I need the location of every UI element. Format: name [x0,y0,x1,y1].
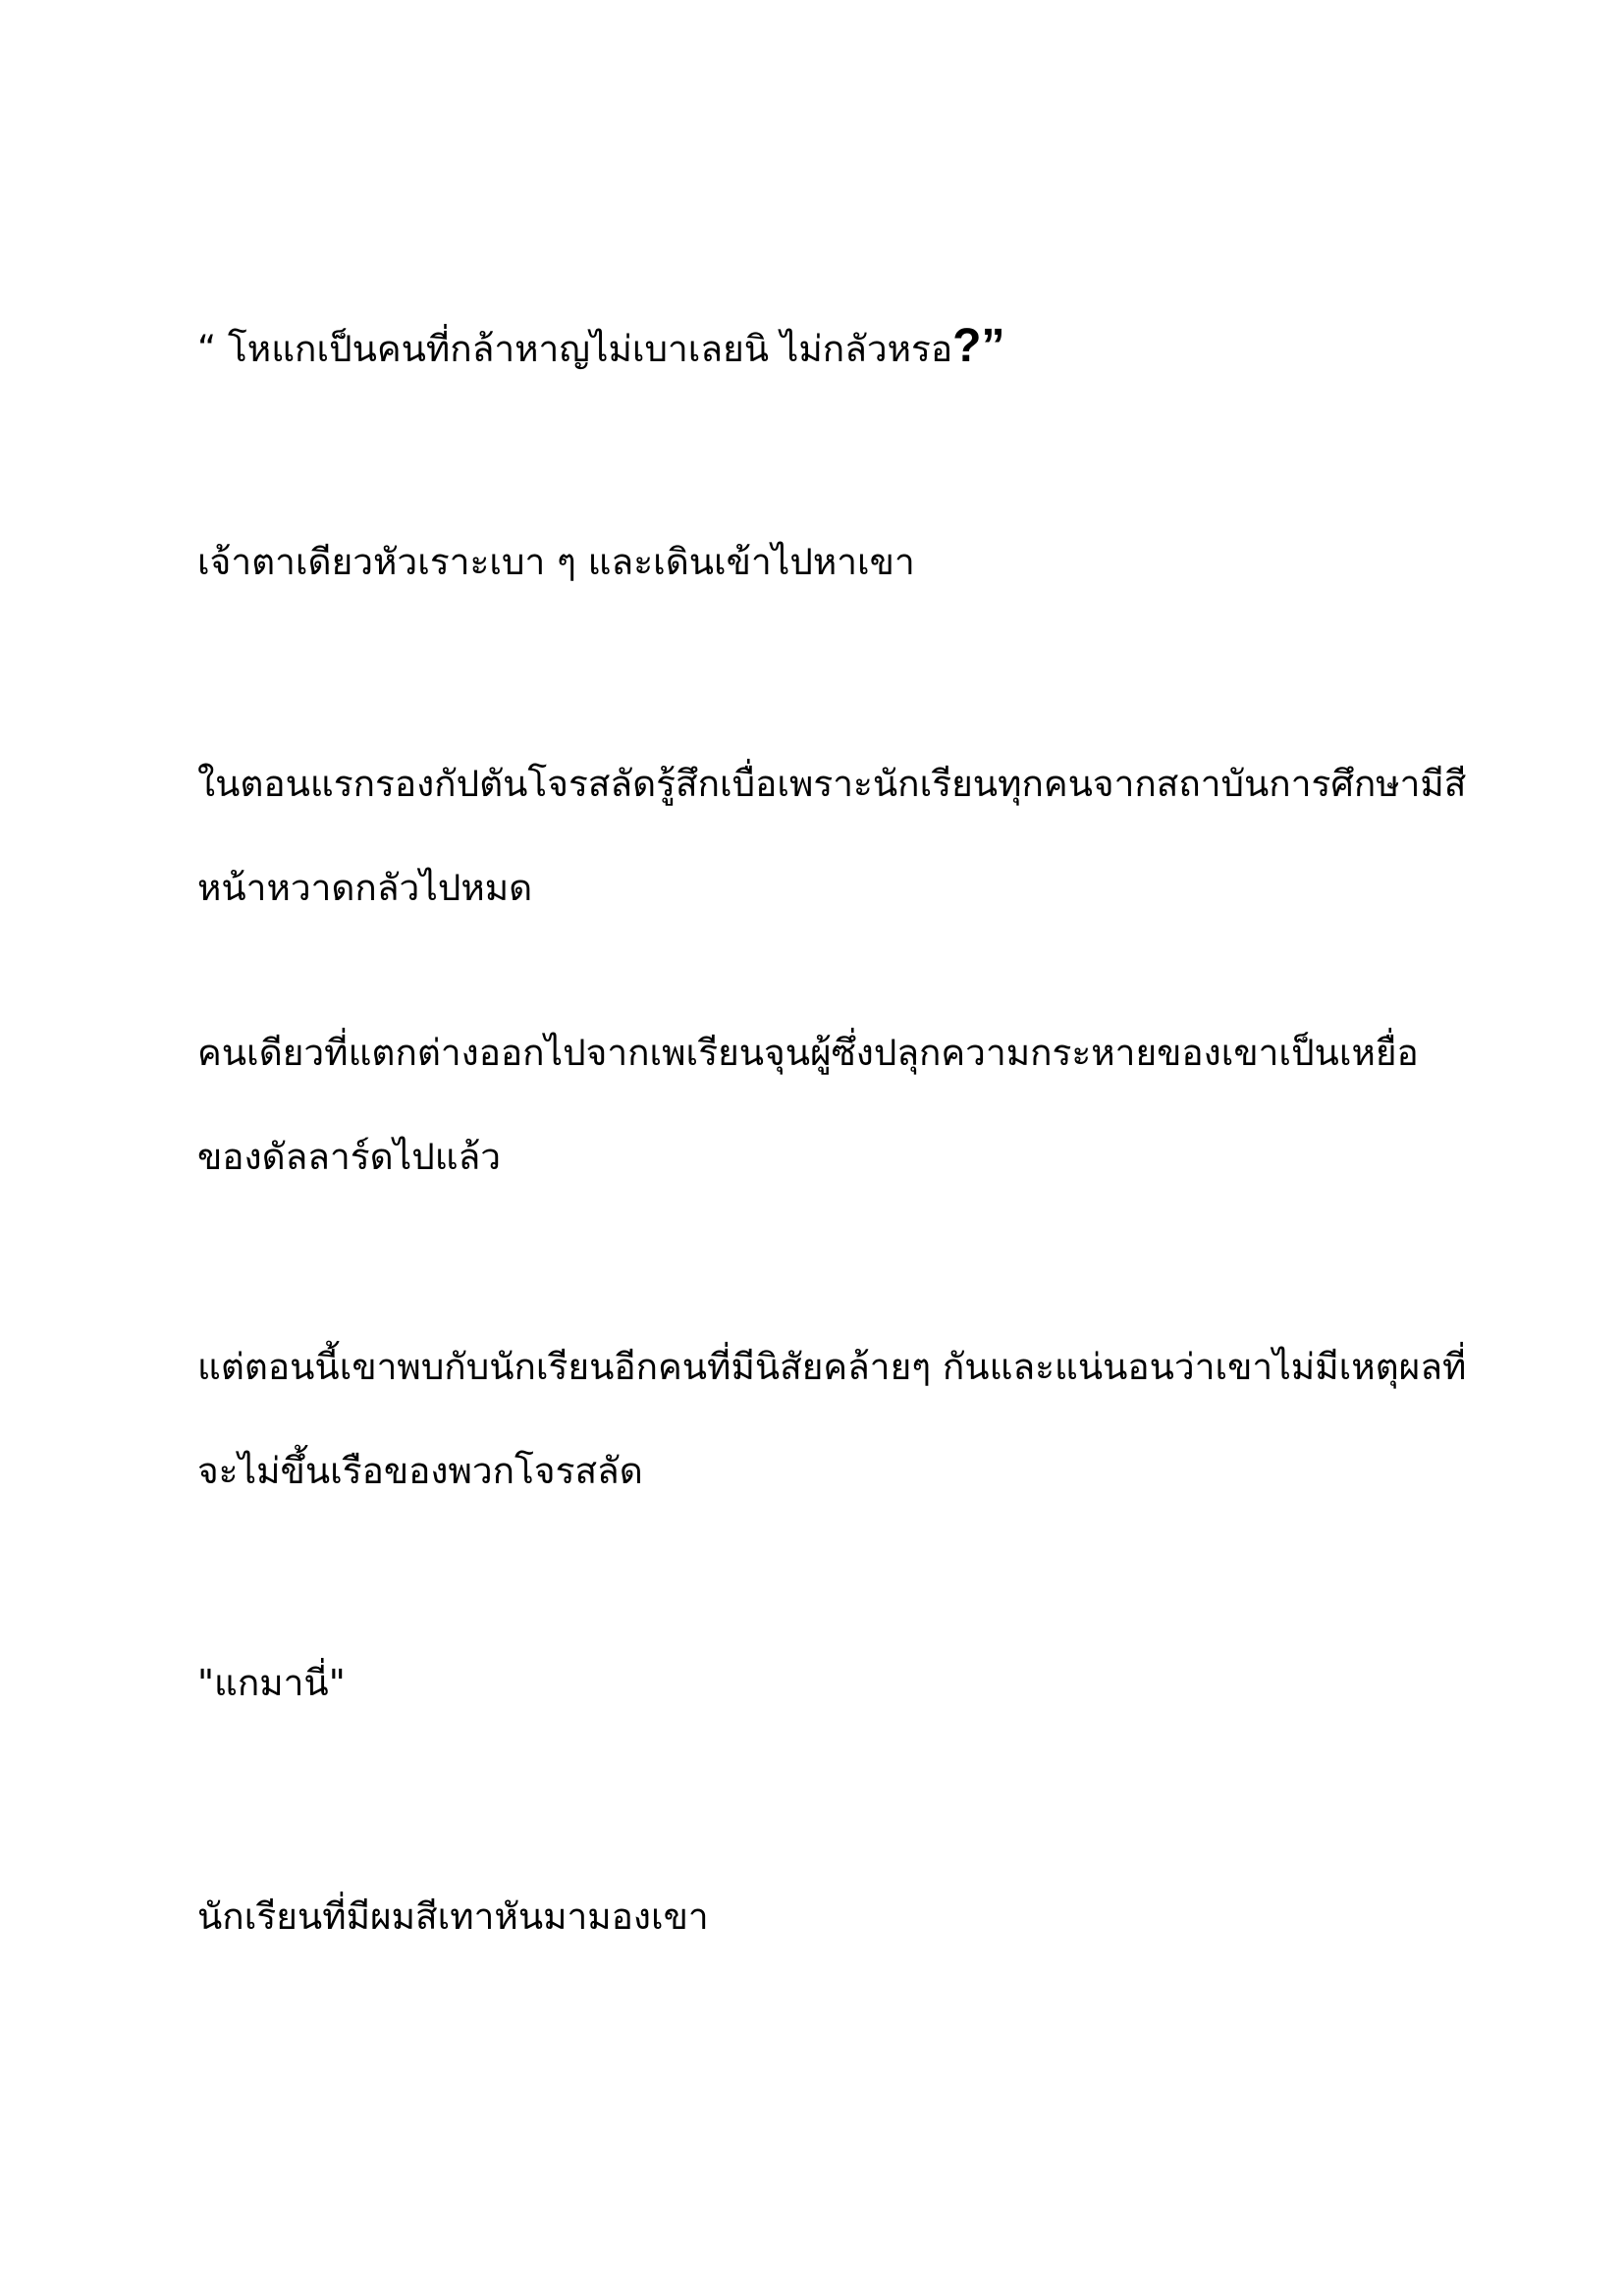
line-text: “ โหแกเป็นคนที่กล้าหาญไม่เบาเลยนิ ไม่กลัวหรอ [197,328,953,370]
paragraph-line: ในตอนแรกรองกัปตันโจรสลัดรู้สึกเบื่อเพราะนักเรียนทุกคนจากสถาบันการศึกษามีสี [197,763,1467,805]
question-quote-mark: ?” [952,320,1005,372]
paragraph-4 [197,1001,1464,1209]
paragraph-5 [197,1315,1467,1523]
paragraph-line: ของดัลลาร์ดไปแล้ว [197,1136,502,1178]
paragraph-line: จะไม่ขึ้นเรือของพวกโจรสลัด [197,1450,643,1492]
paragraph-7 [197,1865,1464,1969]
paragraph-line: คนเดียวที่แตกต่างออกไปจากเพเรียนจุนผู้ซึ่งปลุกความกระหายของเขาเป็นเหยื่อ [197,1032,1419,1074]
paragraph-line: แต่ตอนนี้เขาพบกับนักเรียนอีกคนที่มีนิสัยคล้ายๆ กันและแน่นอนว่าเขาไม่มีเหตุผลที่ [197,1346,1467,1388]
paragraph-line: "แกมานี่" [197,1662,346,1704]
paragraph-line: หน้าหวาดกลัวไปหมด [197,867,533,909]
paragraph-2 [197,510,1464,614]
paragraph-1 [197,294,1464,401]
paragraph-line [197,294,1464,401]
paragraph-line: นักเรียนที่มีผมสีเทาหันมามองเขา [197,1896,709,1938]
paragraph-6 [197,1631,1464,1735]
paragraph-line: เจ้าตาเดียวหัวเราะเบา ๆ และเดินเข้าไปหาเขา [197,541,915,583]
paragraph-3 [197,732,1467,940]
